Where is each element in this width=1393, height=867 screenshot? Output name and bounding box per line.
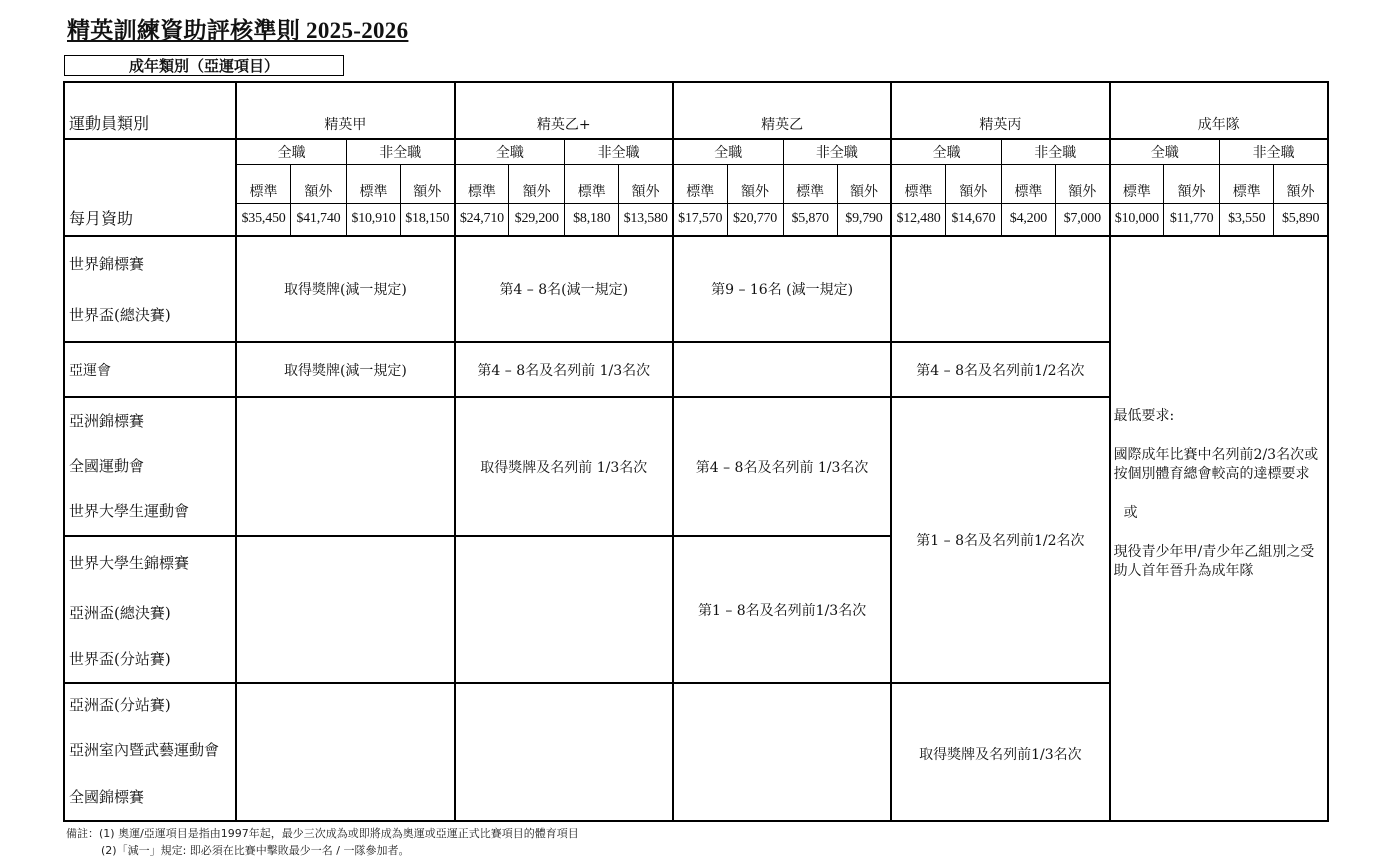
requirement-cell — [891, 236, 1109, 342]
full-time-label: 全職 — [455, 139, 565, 164]
extra-label: 額外 — [1055, 164, 1109, 203]
requirement-cell — [236, 683, 454, 821]
senior-team-or: 或 — [1123, 505, 1138, 521]
standard-label: 標準 — [1220, 164, 1274, 203]
category-elite-b: 精英乙 — [673, 82, 891, 139]
full-time-label: 全職 — [236, 139, 346, 164]
senior-team-heading: 最低要求: — [1113, 408, 1175, 424]
competition-label: 亞洲室內暨武藝運動會 — [69, 741, 220, 759]
amount-cell: $35,450 — [236, 203, 290, 236]
standard-label: 標準 — [783, 164, 837, 203]
requirement-cell: 第4 – 8名及名列前1/2名次 — [891, 342, 1109, 397]
extra-label: 額外 — [509, 164, 565, 203]
extra-label: 額外 — [401, 164, 455, 203]
amount-cell: $14,670 — [945, 203, 1001, 236]
amount-cell: $24,710 — [455, 203, 509, 236]
amount-cell: $13,580 — [619, 203, 673, 236]
requirement-cell: 第4 – 8名及名列前 1/3名次 — [673, 397, 891, 536]
requirement-cell: 取得獎牌及名列前1/3名次 — [891, 683, 1109, 821]
requirement-cell — [455, 536, 673, 683]
senior-team-option-1: 國際成年比賽中名列前2/3名次或按個別體育總會較高的達標要求 — [1113, 447, 1319, 482]
amount-cell: $5,890 — [1274, 203, 1328, 236]
competition-label: 亞洲盃(分站賽) — [69, 696, 171, 714]
competition-label: 全國錦標賽 — [69, 788, 145, 806]
amount-cell: $11,770 — [1164, 203, 1220, 236]
full-time-label: 全職 — [891, 139, 1001, 164]
competition-label: 世界錦標賽 — [69, 255, 145, 273]
competition-label: 亞洲盃(總決賽) — [69, 604, 171, 622]
requirement-cell — [236, 397, 454, 536]
standard-label: 標準 — [236, 164, 290, 203]
requirement-cell: 取得獎牌(減一規定) — [236, 236, 454, 342]
athlete-category-header: 運動員類別 — [64, 82, 236, 139]
requirement-cell: 第9 – 16名 (減一規定) — [673, 236, 891, 342]
standard-label: 標準 — [673, 164, 727, 203]
competition-label: 全國運動會 — [69, 457, 145, 475]
part-time-label: 非全職 — [1220, 139, 1328, 164]
amount-cell: $20,770 — [727, 203, 783, 236]
monthly-funding-label: 每月資助 — [64, 139, 236, 236]
part-time-label: 非全職 — [565, 139, 673, 164]
extra-label: 額外 — [290, 164, 346, 203]
amount-cell: $5,870 — [783, 203, 837, 236]
competition-group-regional — [64, 683, 236, 821]
extra-label: 額外 — [1164, 164, 1220, 203]
competition-label: 亞洲錦標賽 — [69, 412, 145, 430]
footnote-1: 備註：(1) 奧運/亞運項目是指由1997年起，最少三次成為或即將成為奧運或亞運正式比賽項目的體育項目 — [66, 827, 579, 840]
extra-label: 額外 — [619, 164, 673, 203]
senior-team-option-2: 現役青少年甲/青少年乙組別之受助人首年晉升為成年隊 — [1113, 544, 1315, 579]
page-title: 精英訓練資助評核準則 2025-2026 — [67, 18, 409, 43]
competition-label: 世界盃(總決賽) — [69, 306, 171, 324]
requirement-cell: 取得獎牌及名列前 1/3名次 — [455, 397, 673, 536]
requirement-cell: 第1 – 8名及名列前1/2名次 — [891, 397, 1109, 683]
section-subtitle: 成年類別（亞運項目） — [64, 55, 344, 76]
amount-cell: $3,550 — [1220, 203, 1274, 236]
category-senior-team: 成年隊 — [1110, 82, 1328, 139]
amount-cell: $12,480 — [891, 203, 945, 236]
full-time-label: 全職 — [1110, 139, 1220, 164]
standard-label: 標準 — [455, 164, 509, 203]
standard-label: 標準 — [1110, 164, 1164, 203]
competition-group-asian — [64, 397, 236, 536]
full-time-label: 全職 — [673, 139, 783, 164]
amount-cell: $41,740 — [290, 203, 346, 236]
amount-cell: $10,000 — [1110, 203, 1164, 236]
competition-group-world — [64, 236, 236, 342]
requirement-cell: 第4 – 8名及名列前 1/3名次 — [455, 342, 673, 397]
amount-cell: $17,570 — [673, 203, 727, 236]
funding-criteria-table — [63, 81, 1329, 822]
extra-label: 額外 — [837, 164, 891, 203]
standard-label: 標準 — [565, 164, 619, 203]
standard-label: 標準 — [891, 164, 945, 203]
amount-cell: $10,910 — [346, 203, 400, 236]
category-elite-a: 精英甲 — [236, 82, 454, 139]
part-time-label: 非全職 — [783, 139, 891, 164]
standard-label: 標準 — [346, 164, 400, 203]
competition-label: 亞運會 — [64, 342, 236, 397]
part-time-label: 非全職 — [346, 139, 454, 164]
requirement-cell — [455, 683, 673, 821]
amount-cell: $4,200 — [1001, 203, 1055, 236]
category-elite-bplus: 精英乙+ — [455, 82, 673, 139]
competition-group-university — [64, 536, 236, 683]
requirement-cell — [673, 683, 891, 821]
extra-label: 額外 — [727, 164, 783, 203]
extra-label: 額外 — [1274, 164, 1328, 203]
requirement-cell: 取得獎牌(減一規定) — [236, 342, 454, 397]
amount-cell: $7,000 — [1055, 203, 1109, 236]
category-elite-c: 精英丙 — [891, 82, 1109, 139]
footnote-2: (2)「減一」規定: 即必須在比賽中擊敗最少一名 / 一隊參加者。 — [101, 844, 410, 857]
amount-cell: $18,150 — [401, 203, 455, 236]
amount-cell: $9,790 — [837, 203, 891, 236]
part-time-label: 非全職 — [1001, 139, 1109, 164]
requirement-cell — [673, 342, 891, 397]
competition-label: 世界盃(分站賽) — [69, 650, 171, 668]
extra-label: 額外 — [945, 164, 1001, 203]
requirement-cell: 第4 – 8名(減一規定) — [455, 236, 673, 342]
standard-label: 標準 — [1001, 164, 1055, 203]
competition-label: 世界大學生運動會 — [69, 502, 190, 520]
amount-cell: $29,200 — [509, 203, 565, 236]
requirement-cell — [236, 536, 454, 683]
senior-team-requirements — [1110, 236, 1328, 821]
competition-label: 世界大學生錦標賽 — [69, 554, 190, 572]
requirement-cell: 第1 – 8名及名列前1/3名次 — [673, 536, 891, 683]
amount-cell: $8,180 — [565, 203, 619, 236]
